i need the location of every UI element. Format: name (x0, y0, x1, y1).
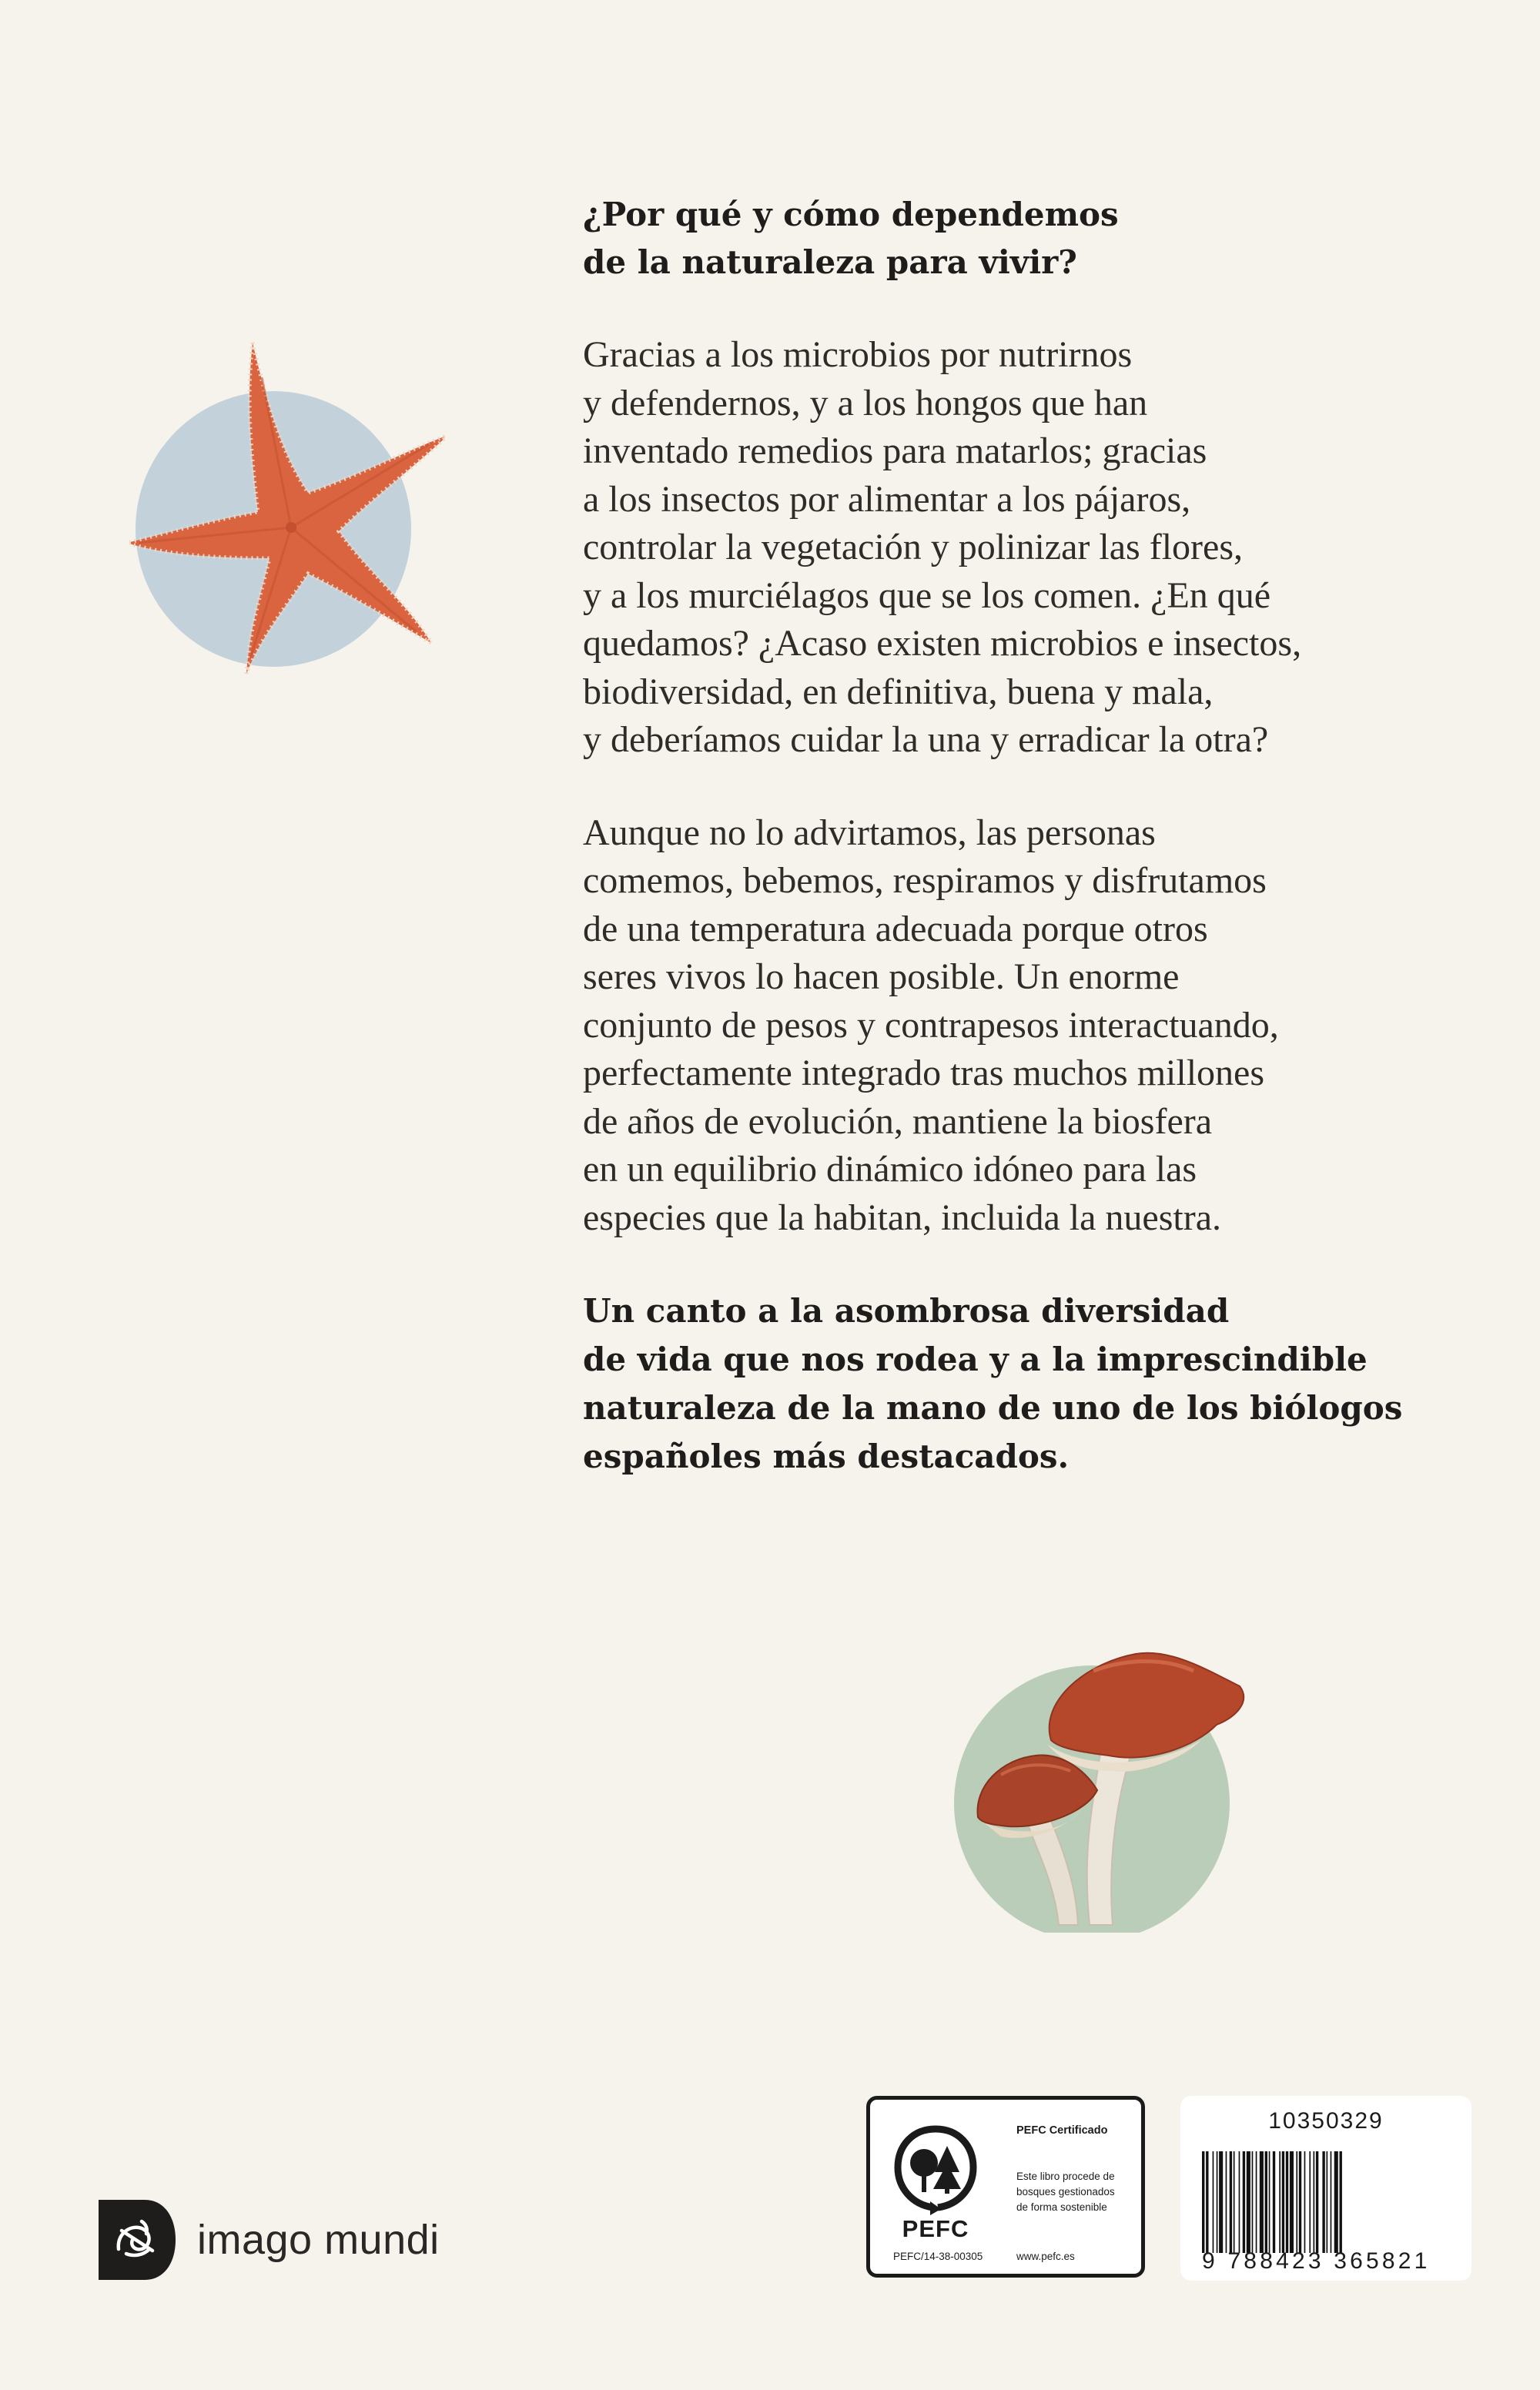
pefc-description: Este libro procede de bosques gestionados de forma sostenible (1016, 2171, 1115, 2213)
lead-question: ¿Por qué y cómo dependemos de la naturaleza para vivir? (583, 196, 1119, 281)
synopsis (583, 191, 1445, 1481)
paragraph-2: Aunque no lo advirtamos, las personas comemos, bebemos, respiramos y disfrutamos de una temperatura adecuada porque otros seres vivos lo hacen posible. Un enorme conjunto de pesos y contrapesos interactuando, perfectamente integrado tras muchos millones de años de evolución, mantiene la biosfera en un equilibrio dinámico idóneo para las especies que la habitan, incluida la nuestra. (583, 812, 1279, 1238)
pefc-url: www.pefc.es (1016, 2251, 1075, 2262)
pefc-certification (866, 2096, 1145, 2278)
starfish-illustration (129, 339, 445, 678)
barcode-reference-number: 10350329 (1268, 2108, 1384, 2134)
publisher-logo-icon (99, 2200, 176, 2280)
barcode-isbn: 9 788423 365821 (1202, 2248, 1431, 2274)
barcode (1180, 2096, 1471, 2281)
mushroom-illustration (947, 1640, 1270, 1933)
publisher-name: imago mundi (197, 2217, 440, 2263)
pefc-title: PEFC Certificado (1016, 2124, 1108, 2137)
pefc-code: PEFC/14-38-00305 (893, 2251, 983, 2262)
pefc-tree-icon (893, 2124, 978, 2215)
closing-statement: Un canto a la asombrosa diversidad de vida que nos rodea y a la imprescindible naturaleza de la mano de uno de los biólogos españoles más destacados. (583, 1292, 1403, 1475)
publisher-logo (99, 2200, 440, 2280)
pefc-label: PEFC (902, 2215, 969, 2242)
barcode-bars-icon (1202, 2151, 1453, 2253)
paragraph-1: Gracias a los microbios por nutrirnos y defendernos, y a los hongos que han inventado remedios para matarlos; gracias a los insectos por alimentar a los pájaros, controlar la vegetación y polinizar las flores, y a los murciélagos que se los comen. ¿En qué quedamos? ¿Acaso existen microbios e insectos, biodiversidad, en definitiva, buena y mala, y deberíamos cuidar la una y erradicar la otra? (583, 334, 1302, 760)
